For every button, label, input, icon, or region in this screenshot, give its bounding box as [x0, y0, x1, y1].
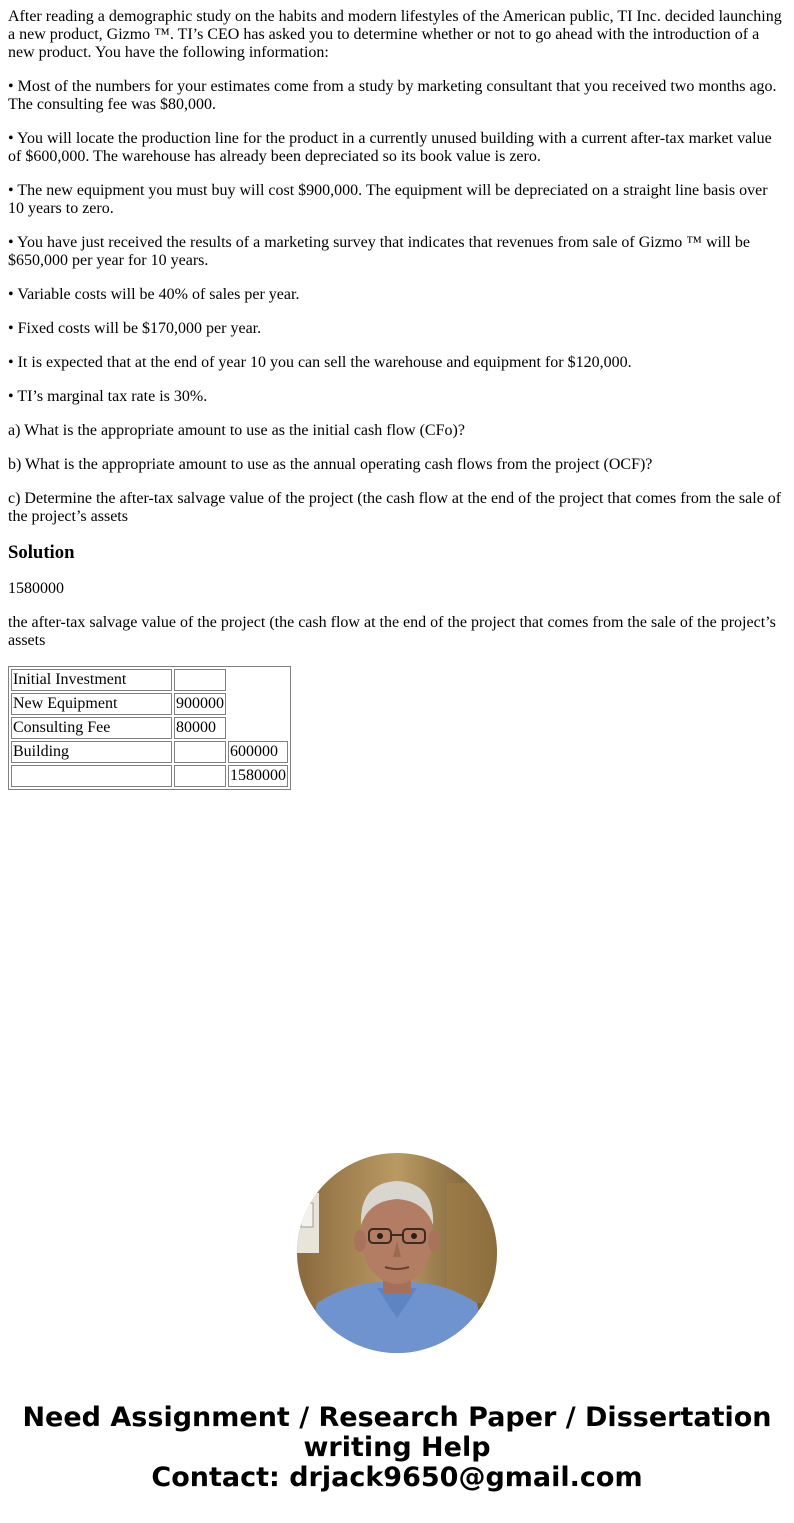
initial-investment-table [8, 666, 291, 790]
table-cell-empty [228, 717, 288, 739]
table-cell: Initial Investment [11, 669, 172, 691]
question-intro: After reading a demographic study on the habits and modern lifestyles of the American public, TI Inc. decided launching a new product, Gizmo ™. TI’s CEO has asked you to determine whether or not to go ahead with the introduction of a new product. You have the following information: [8, 8, 782, 61]
table-cell: Building [11, 741, 172, 763]
table-row [11, 741, 288, 763]
table-row [11, 717, 288, 739]
bullet-tax-rate: • TI’s marginal tax rate is 30%. [8, 388, 208, 405]
table-cell-empty [228, 693, 288, 715]
table-cell [174, 741, 226, 763]
table-cell [174, 765, 226, 787]
table-cell: Consulting Fee [11, 717, 172, 739]
table-cell [11, 765, 172, 787]
bullet-variable-costs: • Variable costs will be 40% of sales per year. [8, 286, 300, 303]
question-part-a: a) What is the appropriate amount to use as the initial cash flow (CFo)? [8, 422, 465, 439]
table-cell [174, 669, 226, 691]
question-part-c: c) Determine the after-tax salvage value of the project (the cash flow at the end of the project that comes from the sale of the project’s assets [8, 490, 782, 525]
promo-contact: Contact: drjack9650@gmail.com [151, 1462, 643, 1493]
question-part-b: b) What is the appropriate amount to use as the annual operating cash flows from the project (OCF)? [8, 456, 653, 473]
promo-line-2: writing Help [303, 1432, 491, 1463]
table-cell: 600000 [228, 741, 288, 763]
bullet-consulting-fee: • Most of the numbers for your estimates come from a study by marketing consultant that you received two months ago. The consulting fee was $80,000. [8, 78, 777, 113]
table-row [11, 669, 288, 691]
table-row [11, 693, 288, 715]
promo-banner [0, 1403, 794, 1493]
solution-answer: 1580000 [8, 580, 64, 597]
table-cell-empty [228, 669, 288, 691]
promo-line-1: Need Assignment / Research Paper / Dissertation [22, 1402, 772, 1433]
bullet-salvage: • It is expected that at the end of year 10 you can sell the warehouse and equipment for $120,000. [8, 354, 632, 371]
solution-note: the after-tax salvage value of the project (the cash flow at the end of the project that comes from the sale of the project’s assets [8, 614, 776, 649]
table-cell: 80000 [174, 717, 226, 739]
solution-heading: Solution [8, 542, 75, 563]
document-content [8, 8, 786, 790]
tutor-avatar [297, 1153, 497, 1353]
tutor-photo-icon [297, 1153, 497, 1353]
table-cell: 900000 [174, 693, 226, 715]
table-row [11, 765, 288, 787]
bullet-building: • You will locate the production line for the product in a currently unused building with a current after-tax market value of $600,000. The warehouse has already been depreciated so its book value is zero. [8, 130, 772, 165]
table-cell: 1580000 [228, 765, 288, 787]
table-cell: New Equipment [11, 693, 172, 715]
bullet-revenues: • You have just received the results of a marketing survey that indicates that revenues from sale of Gizmo ™ will be $650,000 per year for 10 years. [8, 234, 750, 269]
bullet-equipment: • The new equipment you must buy will cost $900,000. The equipment will be depreciated on a straight line basis over 10 years to zero. [8, 182, 768, 217]
bullet-fixed-costs: • Fixed costs will be $170,000 per year. [8, 320, 262, 337]
